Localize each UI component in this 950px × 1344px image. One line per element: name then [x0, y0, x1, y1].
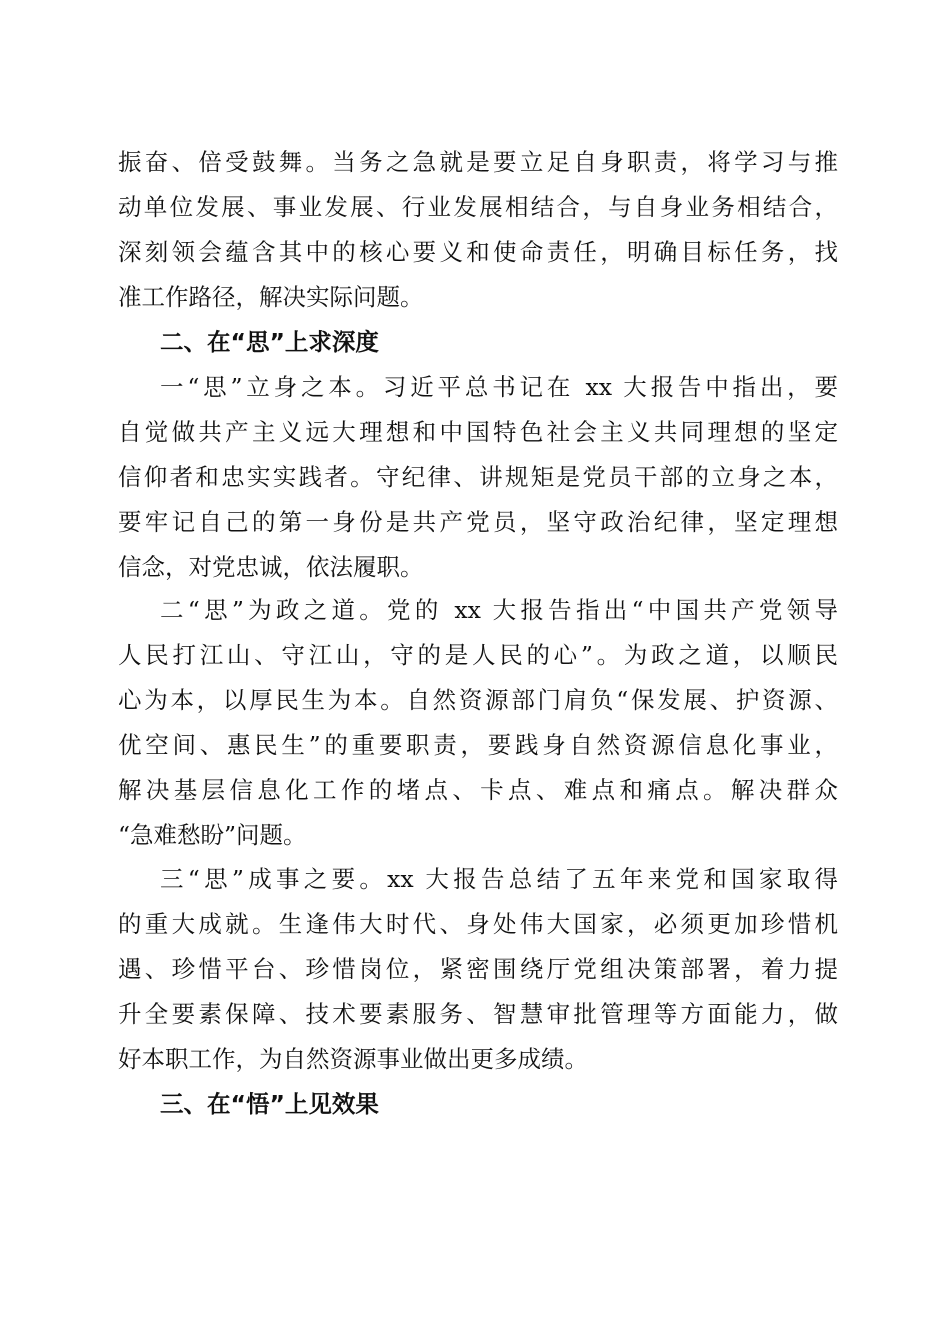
- paragraph-line: 的重大成就。生逢伟大时代、身处伟大国家，必须更加珍惜机: [118, 910, 838, 938]
- paragraph-line: 信仰者和忠实实践者。守纪律、讲规矩是党员干部的立身之本，: [118, 463, 838, 491]
- paragraph-line: 三“思”成事之要。xx 大报告总结了五年来党和国家取得: [160, 865, 838, 893]
- paragraph-line: 遇、珍惜平台、珍惜岗位，紧密围绕厅党组决策部署，着力提: [118, 955, 838, 983]
- paragraph-line: 动单位发展、事业发展、行业发展相结合，与自身业务相结合，: [118, 193, 838, 221]
- paragraph-line: 二“思”为政之道。党的 xx 大报告指出“中国共产党领导: [160, 596, 838, 624]
- paragraph-line: 好本职工作，为自然资源事业做出更多成绩。: [118, 1045, 588, 1073]
- paragraph-line: 信念，对党忠诚，依法履职。: [118, 553, 424, 581]
- section-heading: 二、在“思”上求深度: [160, 328, 379, 356]
- paragraph-line: 深刻领会蕴含其中的核心要义和使命责任，明确目标任务，找: [118, 238, 838, 266]
- paragraph-line: 自觉做共产主义远大理想和中国特色社会主义共同理想的坚定: [118, 418, 838, 446]
- paragraph-line: 解决基层信息化工作的堵点、卡点、难点和痛点。解决群众: [118, 776, 838, 804]
- paragraph-line: 振奋、倍受鼓舞。当务之急就是要立足自身职责，将学习与推: [118, 148, 838, 176]
- paragraph-line: 准工作路径，解决实际问题。: [118, 283, 424, 311]
- paragraph-line: 优空间、惠民生”的重要职责，要践身自然资源信息化事业，: [118, 731, 838, 759]
- section-heading: 三、在“悟”上见效果: [160, 1090, 379, 1118]
- paragraph-line: 要牢记自己的第一身份是共产党员，坚守政治纪律，坚定理想: [118, 508, 838, 536]
- paragraph-line: 人民打江山、守江山，守的是人民的心”。为政之道，以顺民: [118, 641, 838, 669]
- paragraph-line: 一“思”立身之本。习近平总书记在 xx 大报告中指出，要: [160, 373, 838, 401]
- paragraph-line: 升全要素保障、技术要素服务、智慧审批管理等方面能力，做: [118, 1000, 838, 1028]
- paragraph-line: 心为本，以厚民生为本。自然资源部门肩负“保发展、护资源、: [118, 686, 838, 714]
- paragraph-line: “急难愁盼”问题。: [118, 821, 307, 849]
